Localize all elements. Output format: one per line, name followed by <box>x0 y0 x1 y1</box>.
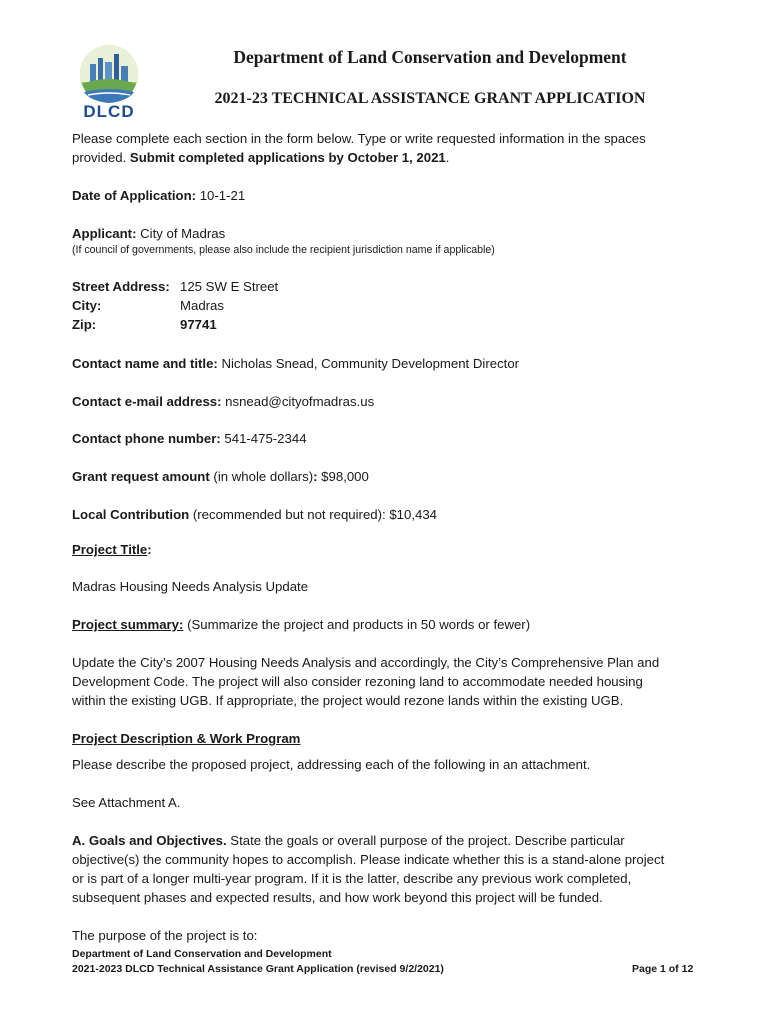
intro-line-2: provided. Submit completed applications by October 1, 2021. <box>72 150 450 165</box>
footer-department: Department of Land Conservation and Development <box>72 948 332 960</box>
contact-name-field <box>72 356 519 371</box>
page-number: Page 1 of 12 <box>632 963 694 975</box>
project-summary-heading: Project summary: (Summarize the project and products in 50 words or fewer) <box>72 617 531 632</box>
street-value: 125 SW E Street <box>180 279 279 294</box>
local-contribution-field <box>72 507 437 522</box>
local-contribution-label: Local Contribution <box>72 507 190 522</box>
zip-value: 97741 <box>180 317 217 332</box>
contact-email-label: Contact e-mail address: <box>72 394 222 409</box>
grant-request-field: Grant request amount (in whole dollars): $98,000 <box>72 469 369 484</box>
project-title-heading: Project Title: <box>72 542 152 557</box>
grant-value: $98,000 <box>317 469 369 484</box>
page-title: 2021-23 TECHNICAL ASSISTANCE GRANT APPLICATION <box>214 90 646 107</box>
summary-line-3: within the existing UGB. If appropriate, the project would rezone lands within the existing UGB. <box>72 693 624 708</box>
city-value: Madras <box>180 298 224 313</box>
see-attachment: See Attachment A. <box>72 795 181 810</box>
contact-phone-field <box>72 431 307 446</box>
goals-label: A. Goals and Objectives. <box>72 833 227 848</box>
project-summary-label: Project summary: <box>72 617 184 632</box>
city-label: City: <box>72 298 102 313</box>
summary-line-1: Update the City’s 2007 Housing Needs Analysis and accordingly, the City’s Comprehensive Plan and <box>72 655 660 670</box>
date-label: Date of Application: <box>72 188 197 203</box>
contact-phone-value: 541-475-2344 <box>220 431 307 446</box>
contact-phone-label: Contact phone number: <box>72 431 221 446</box>
street-label: Street Address: <box>72 279 170 294</box>
goals-line-2: objective(s) the community hopes to accomplish. Please indicate whether this is a stand-alone project <box>72 852 665 867</box>
contact-name-label: Contact name and title: <box>72 356 218 371</box>
date-value: 10-1-21 <box>196 188 246 203</box>
summary-line-2: Development Code. The project will also consider rezoning land to accommodate needed housing <box>72 674 643 689</box>
applicant-label: Applicant: <box>72 226 137 241</box>
intro-line-1: Please complete each section in the form below. Type or write requested information in the spaces <box>72 131 646 146</box>
department-heading: Department of Land Conservation and Development <box>233 47 627 67</box>
footer-form-title: 2021-2023 DLCD Technical Assistance Grant Application (revised 9/2/2021) <box>72 963 444 975</box>
contact-name-value: Nicholas Snead, Community Development Director <box>217 356 520 371</box>
local-contribution-value: (recommended but not required): $10,434 <box>189 507 437 522</box>
goals-line-4: subsequent phases and expected results, and how work beyond this project will be funded. <box>72 890 603 905</box>
contact-email-field <box>72 394 374 409</box>
description-instruction: Please describe the proposed project, addressing each of the following in an attachment. <box>72 757 591 772</box>
project-description-heading: Project Description & Work Program <box>72 731 301 746</box>
grant-label: Grant request amount <box>72 469 210 484</box>
logo-text: DLCD <box>83 102 135 121</box>
goals-line-1: A. Goals and Objectives. State the goals or overall purpose of the project. Describe particular <box>72 833 625 848</box>
project-title-value: Madras Housing Needs Analysis Update <box>72 579 309 594</box>
zip-label: Zip: <box>72 317 97 332</box>
contact-email-value: nsnead@cityofmadras.us <box>221 394 375 409</box>
purpose-line: The purpose of the project is to: <box>72 928 258 943</box>
applicant-value: City of Madras <box>136 226 226 241</box>
applicant-field <box>72 226 225 241</box>
deadline-text: Submit completed applications by October 1, 2021 <box>129 150 446 165</box>
goals-line-3: or is part of a longer multi-year program. If it is the latter, describe any previous work completed, <box>72 871 632 886</box>
applicant-note: (If council of governments, please also include the recipient jurisdiction name if applicable) <box>72 244 495 256</box>
date-of-application <box>72 188 245 203</box>
